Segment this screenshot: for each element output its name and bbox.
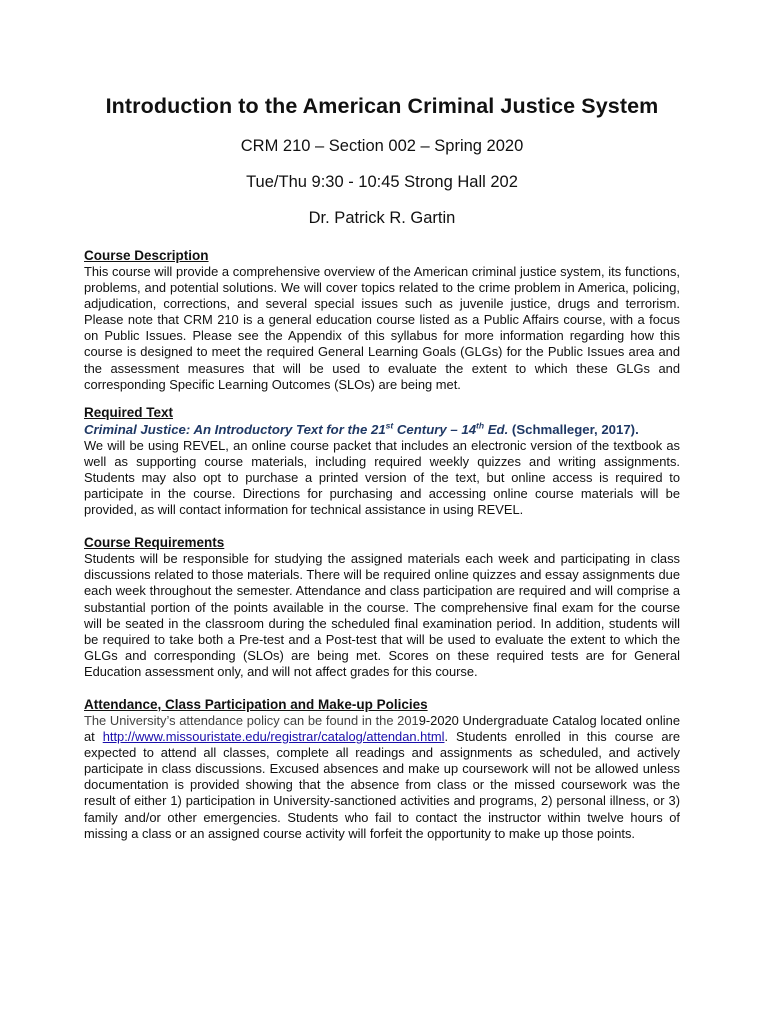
textbook-citation: (Schmalleger, 2017) — [508, 421, 636, 437]
textbook-title-part1: Criminal Justice: An Introductory Text for the 21 — [84, 421, 386, 437]
textbook-title-part2: Century – 14 — [393, 421, 477, 437]
attendance-section — [84, 697, 680, 842]
course-requirements-heading: Course Requirements — [84, 535, 225, 551]
textbook-title-sup2: th — [476, 420, 485, 431]
attendance-body: . Students enrolled in this course are expected to attend all classes, complete all readings and assignments as scheduled, and actively participate in class discussions. Excused absences and make up coursework will not be allowed unless documentation is provided showing that the absence from class or the missed coursework was the result of either 1) participation in University-sanctioned activities and programs, 2) personal illness, or 3) family and/or other emergencies. Students who fail to contact the instructor within twelve hours of missing a class or an assigned course activity will forfeit the opportunity to make up those points. — [84, 729, 680, 841]
textbook-period: . — [635, 421, 639, 437]
textbook-title — [84, 421, 680, 438]
required-text-body: We will be using REVEL, an online course packet that includes an electronic version of the textbook as well as supporting course materials, including required weekly quizzes and writing assignments. Students may also opt to purchase a printed version of the text, but online access is required to participate in the course. Directions for purchasing and accessing online course materials will be provided, as will contact information for technical assistance in using REVEL. — [84, 437, 680, 518]
syllabus-page — [84, 88, 680, 842]
course-description-text: This course will provide a comprehensive overview of the American criminal justice system, its functions, problems, and potential solutions. We will cover topics related to the crime problem in America, policing, adjudication, corrections, and several special issues such as juvenile justice, drugs and terrorism. Please note that CRM 210 is a general education course listed as a Public Affairs course, with a focus on Public Issues. Please see the Appendix of this syllabus for more information regarding how this course is designed to meet the required General Learning Goals (GLGs) for the Public Issues area and the assessment measures that will be used to evaluate the extent to which these GLGs and corresponding Specific Learning Outcomes (SLOs) are being met. — [84, 264, 680, 392]
course-description-heading: Course Description — [84, 248, 209, 263]
textbook-title-sup1: st — [385, 420, 394, 431]
course-requirements-section — [84, 535, 680, 680]
attendance-lead: The University’s attendance policy can be found in the 201 — [84, 712, 419, 728]
course-requirements-text: Students will be responsible for studying the assigned materials each week and participating in class discussions related to those materials. There will be required online quizzes and essay assignments due each week throughout the semester. Attendance and class participation are required and will comprise a substantial portion of the points available in the course. The comprehensive final exam for the course will be seated in the classroom during the scheduled final examination period. In addition, students will be required to take both a Pre-test and a Post-test that will be used to evaluate the extent to which the GLGs and corresponding (SLOs) are being met. Scores on these required tests are for General Education assessment only, and will not affect grades for this course. — [84, 551, 680, 679]
attendance-heading: Attendance, Class Participation and Make-up Policies — [84, 696, 428, 712]
attendance-lead-rest: 9-2020 Undergraduate Catalog located online at — [84, 712, 680, 745]
textbook-title-part3: Ed. — [484, 421, 509, 437]
schedule-line: Tue/Thu 9:30 - 10:45 Strong Hall 202 — [246, 173, 518, 191]
instructor-line: Dr. Patrick R. Gartin — [308, 209, 456, 227]
course-description-section — [84, 248, 680, 393]
attendance-text — [84, 713, 680, 842]
attendance-policy-link[interactable]: http://www.missouristate.edu/registrar/catalog/attendan.html — [102, 729, 445, 745]
required-text-section — [84, 405, 680, 518]
required-text-heading: Required Text — [84, 404, 174, 420]
document-title: Introduction to the American Criminal Justice System — [105, 94, 659, 118]
course-line: CRM 210 – Section 002 – Spring 2020 — [240, 137, 524, 155]
